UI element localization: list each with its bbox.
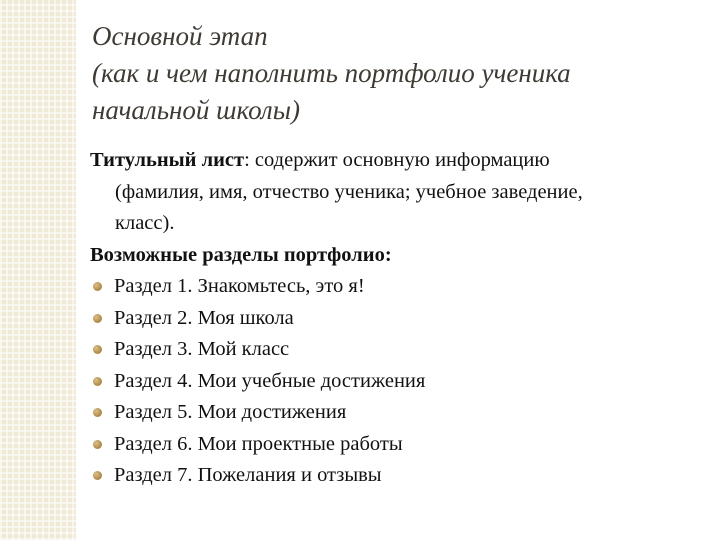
slide-title-line-1: Основной этап (92, 21, 268, 51)
slide-title-line-3: начальной школы) (92, 95, 300, 125)
title-page-text-3: класс). (115, 212, 175, 234)
title-page-label: Титульный лист (90, 149, 245, 171)
list-item-text: Раздел 7. Пожелания и отзывы (114, 464, 382, 486)
list-item (90, 429, 710, 461)
decorative-side-band (0, 0, 76, 540)
title-page-text-1: : содержит основную информацию (244, 149, 550, 171)
list-item (90, 271, 710, 303)
list-item-text: Раздел 1. Знакомьтесь, это я! (114, 275, 365, 297)
list-item-text: Раздел 4. Мои учебные достижения (114, 369, 426, 392)
bullet-dot-icon (93, 377, 102, 386)
list-item-text: Раздел 2. Моя школа (114, 306, 294, 329)
slide-title-line-2: (как и чем наполнить портфолио ученика (92, 58, 571, 88)
list-item (90, 397, 710, 429)
title-page-paragraph (90, 145, 710, 240)
bullet-dot-icon (93, 471, 102, 480)
slide-body (90, 145, 710, 492)
list-item-text: Раздел 6. Мои проектные работы (114, 432, 403, 455)
bullet-dot-icon (93, 282, 102, 291)
bullet-dot-icon (93, 408, 102, 417)
title-page-text-2: (фамилия, имя, отчество ученика; учебное заведение, (115, 180, 583, 203)
list-item (90, 366, 710, 398)
title-page-line-1 (90, 145, 710, 177)
bullet-dot-icon (93, 314, 102, 323)
list-item-text: Раздел 3. Мой класс (114, 338, 290, 360)
list-item (90, 303, 710, 335)
sections-list (90, 271, 710, 492)
bullet-dot-icon (93, 440, 102, 449)
list-item (90, 460, 710, 492)
list-item-text: Раздел 5. Мои достижения (114, 401, 347, 423)
bullet-dot-icon (93, 345, 102, 354)
list-item (90, 334, 710, 366)
sections-heading: Возможные разделы портфолио: (90, 243, 392, 266)
slide-title (92, 18, 692, 129)
